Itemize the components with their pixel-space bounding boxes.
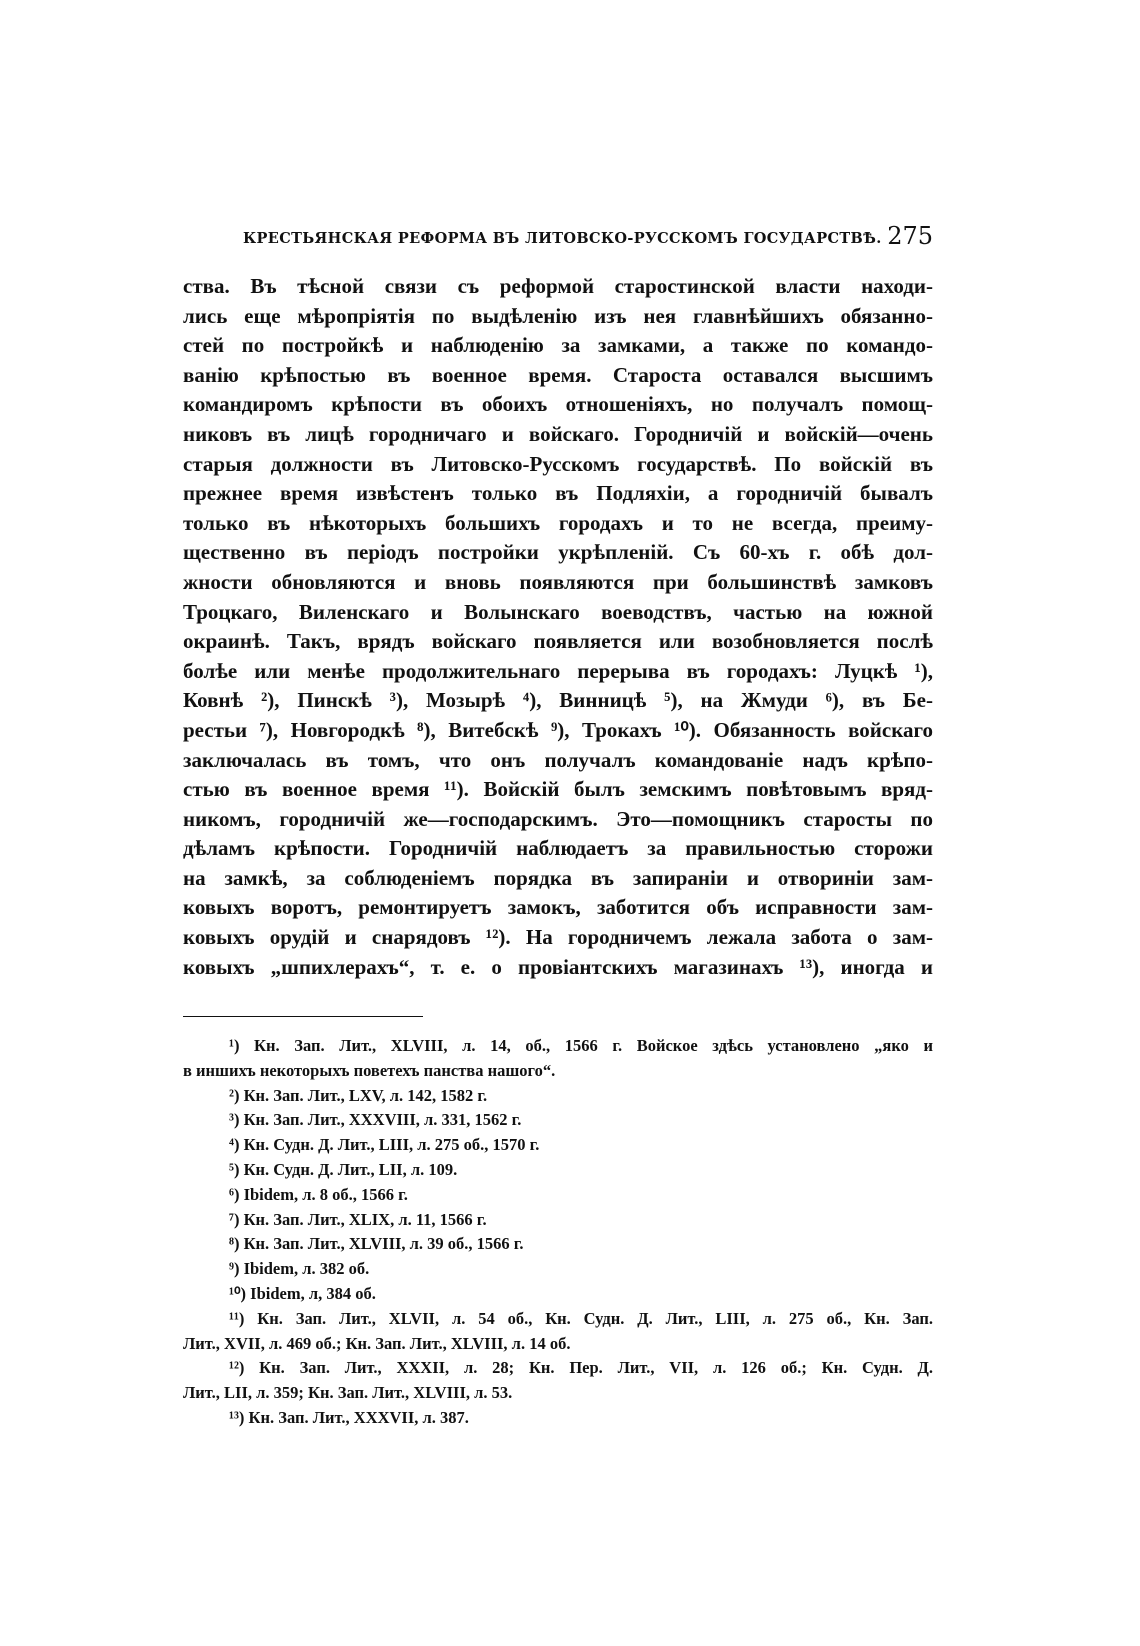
body-line: никовъ въ лицѣ городничаго и войскаго. Городничій и войскій—очень bbox=[183, 421, 933, 446]
body-line: на замкѣ, за соблюденіемъ порядка въ запираніи и отвориніи зам- bbox=[183, 865, 933, 890]
body-line: болѣе или менѣе продолжительнаго перерыва въ городахъ: Луцкѣ ¹), bbox=[183, 658, 933, 683]
body-line: ства. Въ тѣсной связи съ реформой старостинской власти находи- bbox=[183, 274, 933, 298]
running-title: КРЕСТЬЯНСКАЯ РЕФОРМА ВЪ ЛИТОВСКО-РУССКОМЪ ГОСУДАРСТВѢ. bbox=[243, 230, 882, 247]
body-line: ванію крѣпостью въ военное время. Староста оставался высшимъ bbox=[183, 362, 933, 387]
body-line: дѣламъ крѣпости. Городничій наблюдаетъ за правильностью сторожи bbox=[183, 836, 933, 861]
footnote-line: в иншихъ некоторыхъ поветехъ панства нашого“. bbox=[183, 1060, 556, 1080]
body-line: старыя должности въ Литовско-Русскомъ государствѣ. По войскій въ bbox=[183, 451, 933, 476]
body-line: окраинѣ. Такъ, врядъ войскаго появляется или возобновляется послѣ bbox=[183, 629, 933, 654]
footnote-line: Лит., LII, л. 359; Кн. Зап. Лит., XLVIII, л. 53. bbox=[183, 1383, 513, 1403]
body-line: командиромъ крѣпости въ обоихъ отношеніяхъ, но получалъ помощ- bbox=[183, 392, 933, 417]
body-line: ковыхъ орудій и снарядовъ ¹²). На городничемъ лежала забота о зам- bbox=[183, 925, 933, 950]
footnote-line: ⁶) Ibidem, л. 8 об., 1566 г. bbox=[229, 1184, 408, 1204]
body-line: ковыхъ „шпихлерахъ“, т. е. о провіантскихъ магазинахъ ¹³), иногда и bbox=[183, 954, 933, 979]
body-line: Троцкаго, Виленскаго и Волынскаго воеводствъ, частью на южной bbox=[183, 599, 933, 624]
body-line: заключалась въ томъ, что онъ получалъ командованіе надъ крѣпо- bbox=[183, 747, 933, 772]
body-line: прежнее время извѣстенъ только въ Подляхіи, а городничій бывалъ bbox=[183, 481, 933, 506]
footnote-line: ⁸) Кн. Зап. Лит., XLVIII, л. 39 об., 1566 г. bbox=[229, 1234, 524, 1254]
footnote-line: ²) Кн. Зап. Лит., LXV, л. 142, 1582 г. bbox=[229, 1085, 488, 1105]
body-line: стью въ военное время ¹¹). Войскій былъ земскимъ повѣтовымъ вряд- bbox=[183, 777, 933, 802]
footnote-line: ¹⁰) Ibidem, л, 384 об. bbox=[229, 1283, 376, 1303]
footnote-line: ⁴) Кн. Судн. Д. Лит., LIII, л. 275 об., 1570 г. bbox=[229, 1135, 540, 1155]
body-line: ковыхъ воротъ, ремонтируетъ замокъ, заботится объ исправности зам- bbox=[183, 895, 933, 920]
footnotes bbox=[183, 1034, 933, 1431]
body-line: рестьи ⁷), Новгородкѣ ⁸), Витебскѣ ⁹), Трокахъ ¹⁰). Обязанность войскаго bbox=[183, 717, 933, 742]
body-text bbox=[183, 272, 933, 982]
body-line: только въ нѣкоторыхъ большихъ городахъ и то не всегда, преиму- bbox=[183, 510, 933, 535]
body-line: жности обновляются и вновь появляются при большинствѣ замковъ bbox=[183, 569, 933, 594]
body-line: щественно въ періодъ постройки укрѣпленій. Съ 60-хъ г. обѣ дол- bbox=[183, 540, 933, 565]
footnote-line: ⁹) Ibidem, л. 382 об. bbox=[229, 1259, 370, 1279]
footnote-line: ⁷) Кн. Зап. Лит., XLIX, л. 11, 1566 г. bbox=[229, 1209, 487, 1229]
footnote-line: ¹) Кн. Зап. Лит., XLVIII, л. 14, об., 1566 г. Войское здѣсь установлено „яко и bbox=[229, 1036, 933, 1055]
body-line: никомъ, городничій же—господарскимъ. Это—помощникъ старосты по bbox=[183, 806, 933, 831]
running-head bbox=[243, 222, 933, 258]
page-number: 275 bbox=[887, 222, 933, 250]
footnote-line: ¹³) Кн. Зап. Лит., XXXVII, л. 387. bbox=[229, 1407, 469, 1427]
body-line: стей по постройкѣ и наблюденію за замками, а также по командо- bbox=[183, 333, 933, 358]
footnote-line: Лит., XVII, л. 469 об.; Кн. Зап. Лит., XLVIII, л. 14 об. bbox=[183, 1333, 571, 1353]
footnote-line: ³) Кн. Зап. Лит., XXXVIII, л. 331, 1562 г. bbox=[229, 1110, 522, 1130]
footnote-line: ¹¹) Кн. Зап. Лит., XLVII, л. 54 об., Кн. Судн. Д. Лит., LIII, л. 275 об., Кн. Зап. bbox=[229, 1308, 933, 1328]
footnote-line: ⁵) Кн. Судн. Д. Лит., LII, л. 109. bbox=[229, 1159, 458, 1179]
body-line: Ковнѣ ²), Пинскѣ ³), Мозырѣ ⁴), Винницѣ ⁵), на Жмуди ⁶), въ Бе- bbox=[183, 688, 933, 713]
body-line: лись еще мѣропріятія по выдѣленію изъ нея главнѣйшихъ обязанно- bbox=[183, 303, 933, 328]
footnote-rule bbox=[183, 1016, 423, 1017]
footnote-line: ¹²) Кн. Зап. Лит., XXXII, л. 28; Кн. Пер. Лит., VII, л. 126 об.; Кн. Судн. Д. bbox=[229, 1358, 933, 1378]
